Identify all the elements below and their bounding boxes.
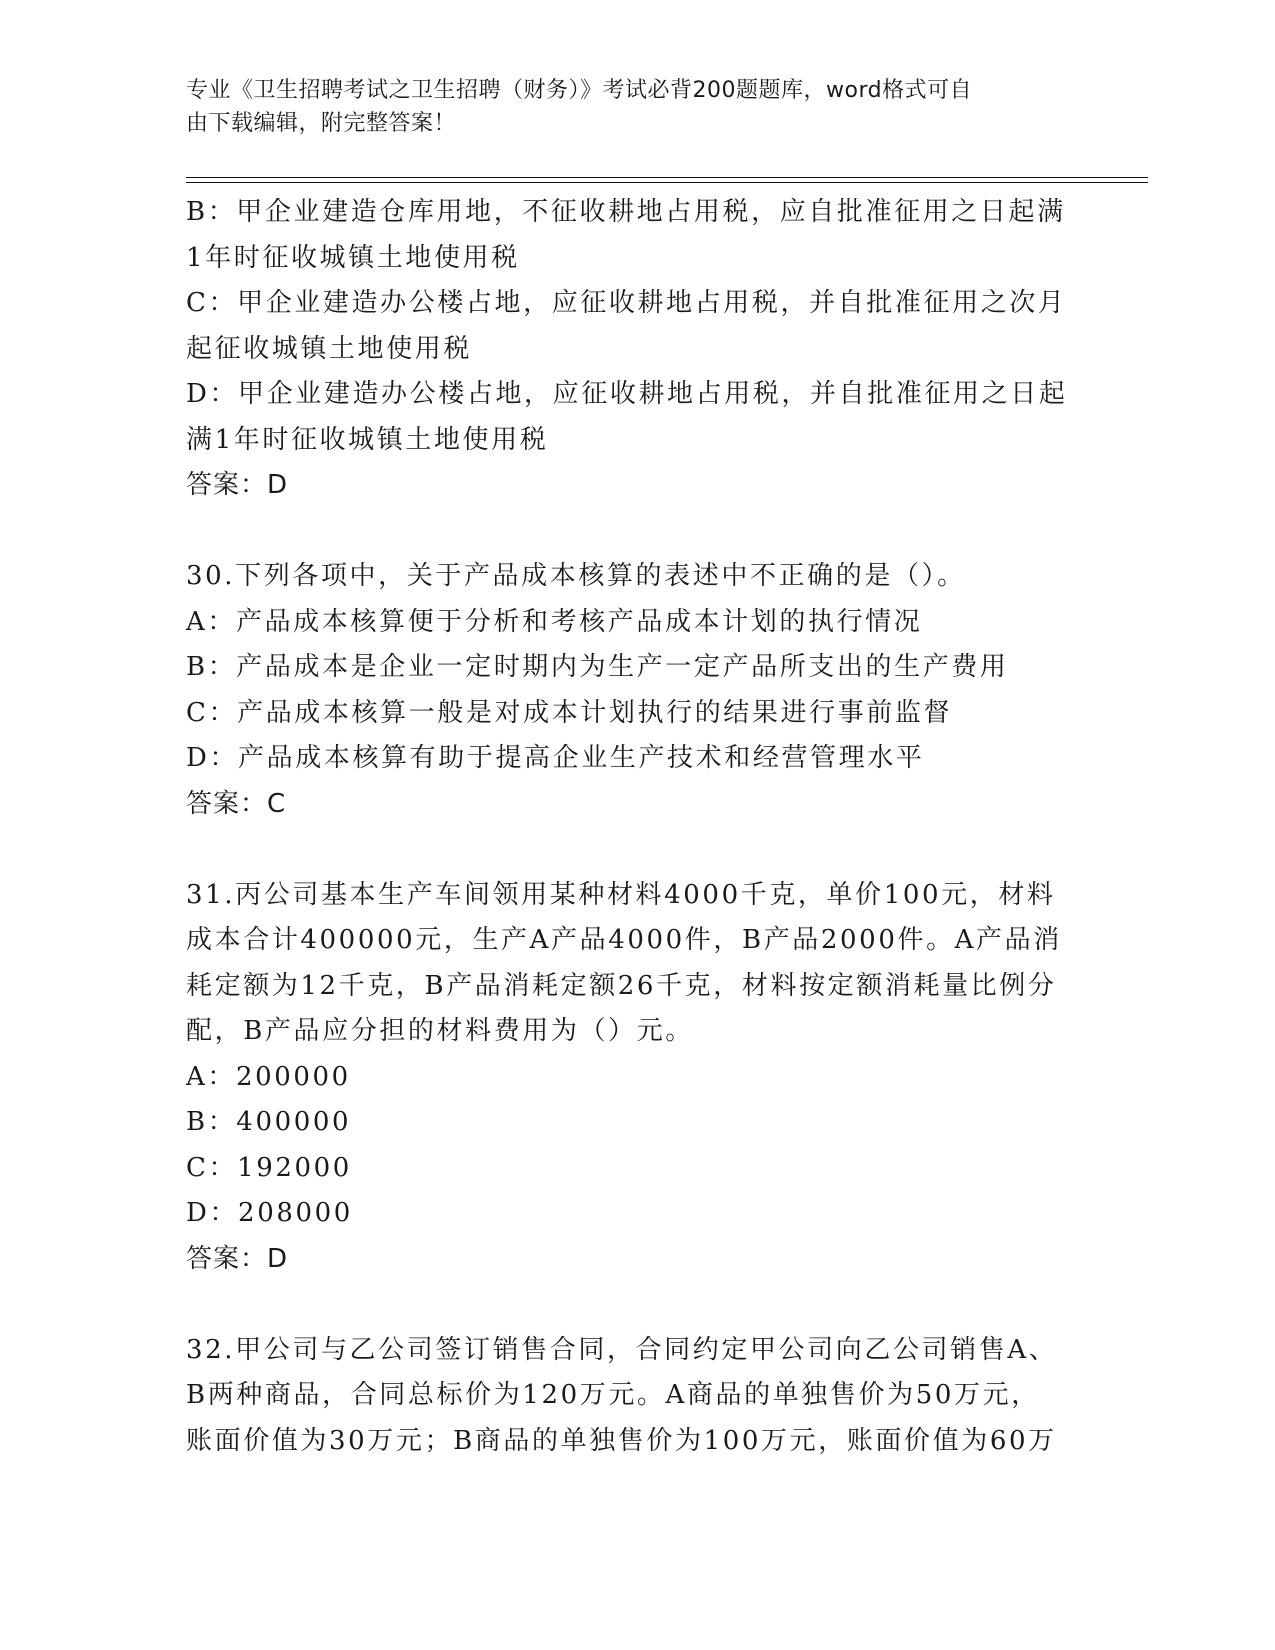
question-32: [186, 1328, 1086, 1465]
option-b-line-1: B：甲企业建造仓库用地，不征收耕地占用税，应自批准征用之日起满: [186, 197, 1066, 227]
question-stem-line-1: 32.甲公司与乙公司签订销售合同，合同约定甲公司向乙公司销售A、: [186, 1334, 1058, 1365]
question-stem-line-3: 账面价值为30万元；B商品的单独售价为100万元，账面价值为60万: [186, 1425, 1057, 1456]
question-stem-line-1: 31.丙公司基本生产车间领用某种材料4000千克，单价100元，材料: [186, 879, 1056, 910]
answer-line: 答案：D: [186, 470, 289, 500]
header-title-line-2: 由下载编辑，附完整答案！: [186, 111, 457, 136]
header-divider-bottom: [186, 182, 1148, 183]
question-stem-line-3: 耗定额为12千克，B产品消耗定额26千克，材料按定额消耗量比例分: [186, 970, 1057, 1001]
option-b: B：产品成本是企业一定时期内为生产一定产品所支出的生产费用: [186, 652, 1009, 682]
question-stem-line-2: B两种商品，合同总标价为120万元。A商品的单独售价为50万元，: [186, 1380, 1040, 1410]
question-30: [186, 554, 1086, 827]
option-d: D：208000: [186, 1198, 353, 1228]
question-29-tail: [186, 190, 1086, 509]
question-31: [186, 873, 1086, 1283]
option-d-line-2: 满1年时征收城镇土地使用税: [186, 424, 549, 455]
option-a: A：产品成本核算便于分析和考核产品成本计划的执行情况: [186, 606, 923, 637]
question-stem-line-2: 成本合计400000元，生产A产品4000件，B产品2000件。A产品消: [186, 925, 1062, 955]
question-spacer: [186, 509, 1086, 555]
document-body: [186, 190, 1086, 1464]
document-header: [186, 74, 1066, 140]
option-b-line-2: 1年时征收城镇土地使用税: [186, 242, 520, 273]
option-d-line-1: D：甲企业建造办公楼占地，应征收耕地占用税，并自批准征用之日起: [186, 379, 1068, 409]
option-c: C：产品成本核算一般是对成本计划执行的结果进行事前监督: [186, 697, 953, 728]
header-divider-top: [186, 177, 1148, 178]
question-stem-line-4: 配，B产品应分担的材料费用为（）元。: [186, 1016, 694, 1046]
answer-line: 答案：C: [186, 788, 287, 819]
question-spacer: [186, 1282, 1086, 1328]
answer-line: 答案：D: [186, 1243, 289, 1274]
header-title-line-1: 专业《卫生招聘考试之卫生招聘（财务）》考试必背200题题库，word格式可自: [186, 78, 973, 103]
question-spacer: [186, 827, 1086, 873]
option-a: A：200000: [186, 1061, 351, 1092]
option-d: D：产品成本核算有助于提高企业生产技术和经营管理水平: [186, 743, 925, 773]
option-c: C：192000: [186, 1152, 352, 1183]
question-stem: 30.下列各项中，关于产品成本核算的表述中不正确的是（）。: [186, 561, 966, 591]
option-b: B：400000: [186, 1107, 352, 1137]
option-c-line-1: C：甲企业建造办公楼占地，应征收耕地占用税，并自批准征用之次月: [186, 288, 1067, 318]
option-c-line-2: 起征收城镇土地使用税: [186, 333, 473, 364]
